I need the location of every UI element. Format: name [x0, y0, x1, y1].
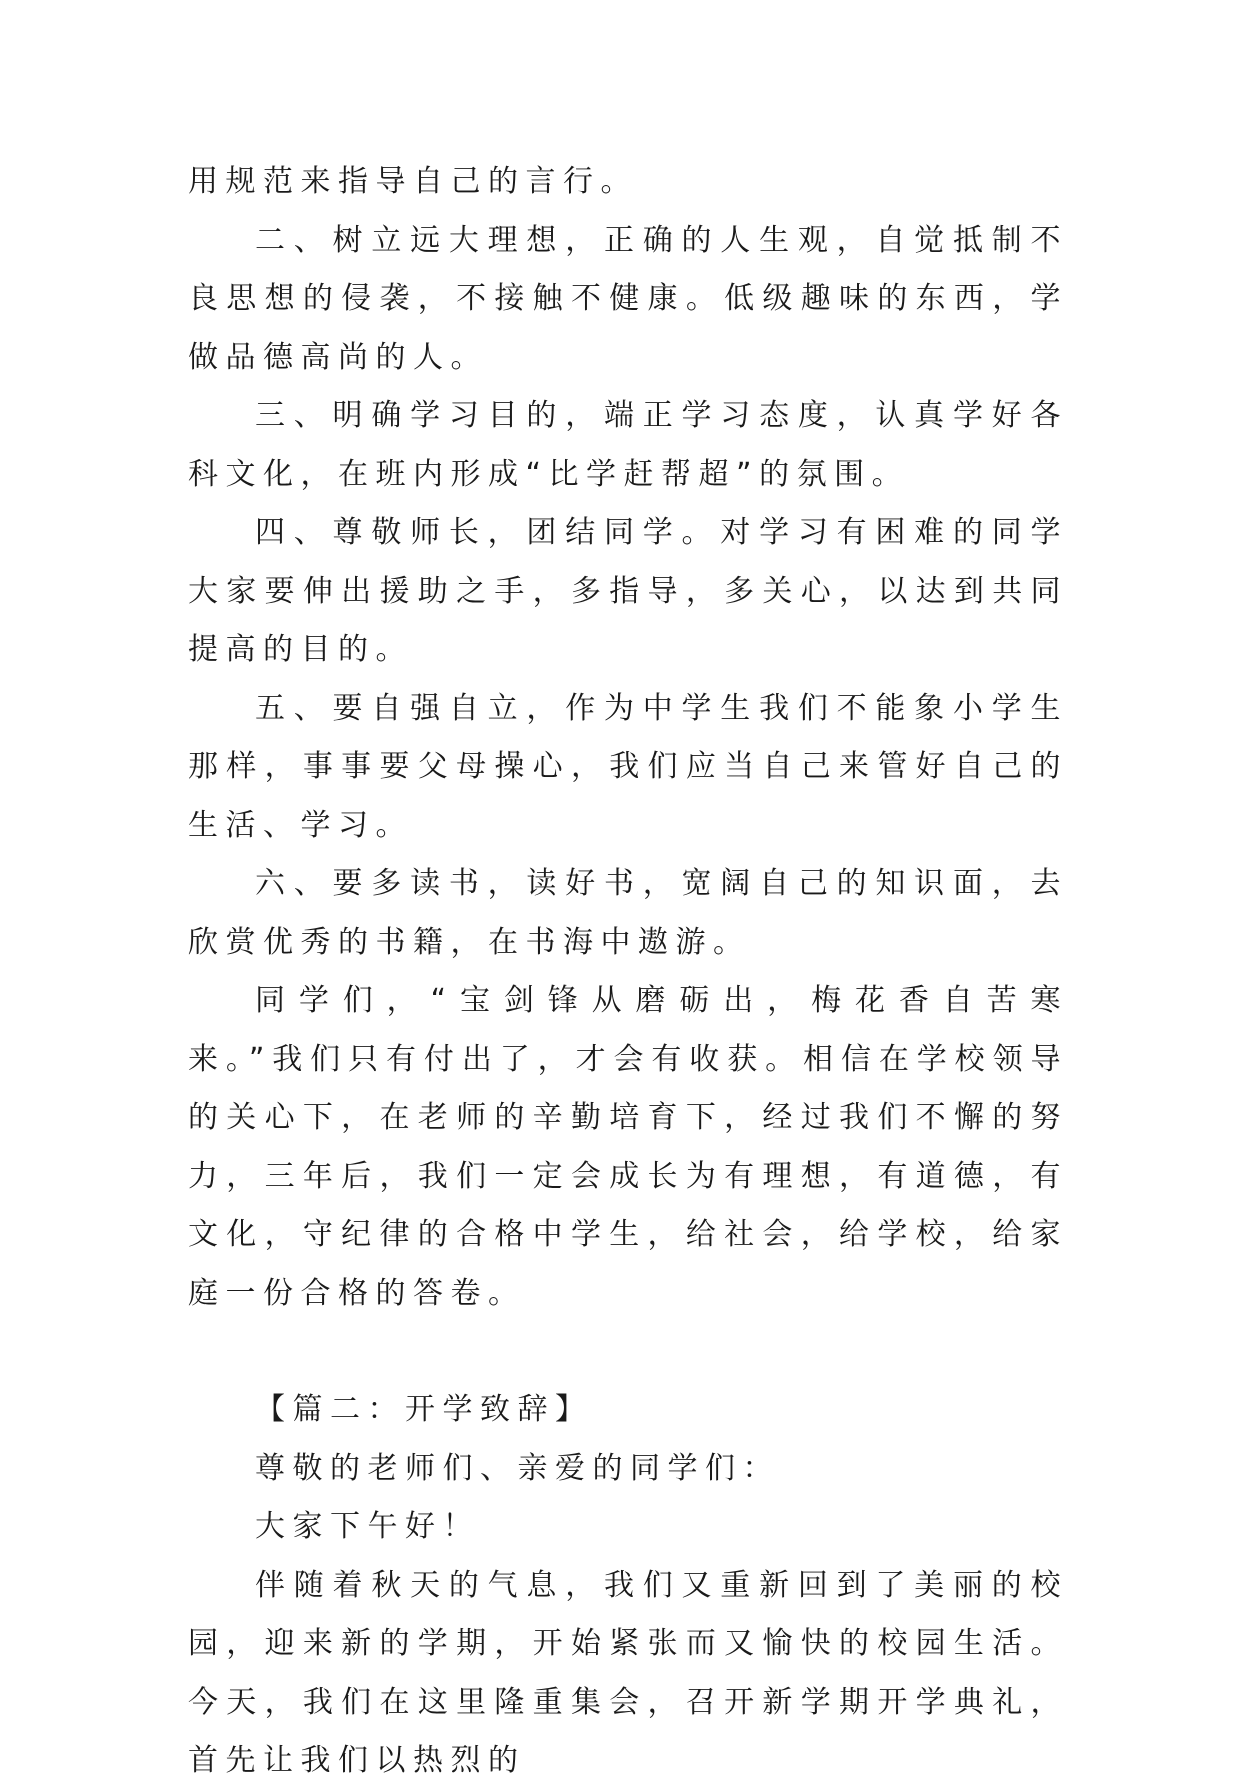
greeting: 大家下午好！	[255, 1509, 480, 1544]
paragraph-item-6: 六、要多读书，读好书，宽阔自己的知识面，去欣赏优秀的书籍，在书海中遨游。	[188, 866, 1068, 960]
paragraph-continuation: 用规范来指导自己的言行。	[188, 164, 638, 199]
paragraph-item-2: 二、树立远大理想，正确的人生观，自觉抵制不良思想的侵袭，不接触不健康。低级趣味的东西，学做品德高尚的人。	[188, 222, 1068, 375]
document-body	[188, 153, 1068, 1791]
section-spacer	[188, 1323, 1068, 1381]
salutation: 尊敬的老师们、亲爱的同学们：	[255, 1450, 780, 1486]
paragraph-item-4: 四、尊敬师长，团结同学。对学习有困难的同学大家要伸出援助之手，多指导，多关心，以达到共同提高的目的。	[188, 515, 1068, 667]
paragraph-item-3: 三、明确学习目的，端正学习态度，认真学好各科文化，在班内形成“比学赶帮超”的氛围。	[188, 398, 1068, 492]
section-heading: 【篇二：开学致辞】	[255, 1392, 593, 1427]
paragraph-closing: 同学们，“宝剑锋从磨砺出，梅花香自苦寒来。”我们只有付出了，才会有收获。相信在学校领导的关心下，在老师的辛勤培育下，经过我们不懈的努力，三年后，我们一定会成长为有理想，有道德，有文化，守纪律的合格中学生，给社会，给学校，给家庭一份合格的答卷。	[188, 983, 1068, 1311]
section-body-paragraph: 伴随着秋天的气息，我们又重新回到了美丽的校园，迎来新的学期，开始紧张而又愉快的校园生活。今天，我们在这里隆重集会，召开新学期开学典礼，首先让我们以热烈的	[188, 1567, 1068, 1778]
paragraph-item-5: 五、要自强自立，作为中学生我们不能象小学生那样，事事要父母操心，我们应当自己来管好自己的生活、学习。	[188, 690, 1068, 843]
